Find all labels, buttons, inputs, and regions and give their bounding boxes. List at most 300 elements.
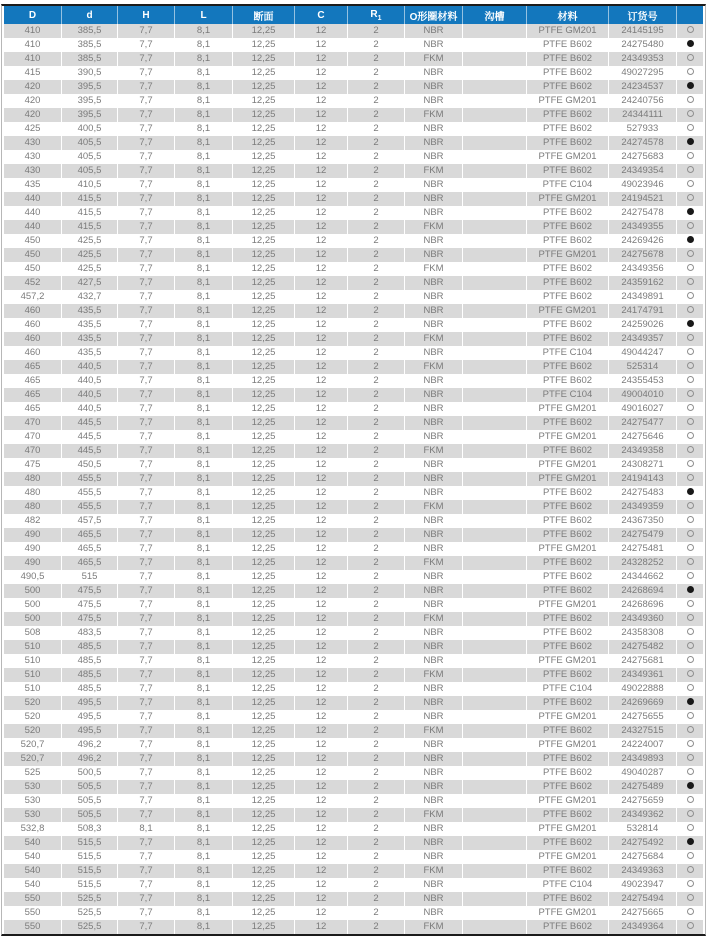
- cell-o-ring-material: NBR: [404, 346, 462, 360]
- cell-o-ring-material: NBR: [404, 38, 462, 52]
- cell-groove: [462, 794, 526, 808]
- cell-C: 12: [294, 192, 347, 206]
- cell-H: 7,7: [117, 500, 174, 514]
- cell-o-ring-material: NBR: [404, 206, 462, 220]
- cell-order-number: 24349361: [608, 668, 676, 682]
- cell-C: 12: [294, 626, 347, 640]
- cell-o-ring-material: NBR: [404, 528, 462, 542]
- cell-L: 8,1: [174, 430, 232, 444]
- cell-D: 540: [4, 878, 61, 892]
- cell-cross-section: 12,25: [232, 752, 294, 766]
- cell-D: 508: [4, 626, 61, 640]
- cell-groove: [462, 542, 526, 556]
- open-dot-icon: [687, 824, 694, 831]
- cell-material: PTFE B602: [526, 318, 608, 332]
- cell-cross-section: 12,25: [232, 906, 294, 920]
- cell-material: PTFE B602: [526, 38, 608, 52]
- cell-d: 515,5: [61, 836, 117, 850]
- open-dot-icon: [687, 26, 694, 33]
- header-row: [4, 6, 703, 24]
- cell-order-number: 24358308: [608, 626, 676, 640]
- cell-d: 465,5: [61, 528, 117, 542]
- cell-H: 7,7: [117, 276, 174, 290]
- cell-D: 510: [4, 640, 61, 654]
- cell-L: 8,1: [174, 192, 232, 206]
- cell-R1: 2: [347, 598, 404, 612]
- cell-availability: [676, 752, 703, 766]
- cell-H: 7,7: [117, 738, 174, 752]
- cell-C: 12: [294, 94, 347, 108]
- cell-material: PTFE GM201: [526, 430, 608, 444]
- cell-L: 8,1: [174, 710, 232, 724]
- cell-d: 440,5: [61, 360, 117, 374]
- cell-cross-section: 12,25: [232, 472, 294, 486]
- cell-order-number: 527933: [608, 122, 676, 136]
- cell-R1: 2: [347, 388, 404, 402]
- cell-d: 475,5: [61, 598, 117, 612]
- table-row: [4, 430, 703, 444]
- col-header-H: H: [117, 6, 174, 24]
- cell-material: PTFE B602: [526, 696, 608, 710]
- col-header-cross-section: 断面: [232, 6, 294, 24]
- cell-D: 520: [4, 710, 61, 724]
- cell-material: PTFE GM201: [526, 24, 608, 38]
- cell-order-number: 24275477: [608, 416, 676, 430]
- cell-L: 8,1: [174, 122, 232, 136]
- cell-D: 420: [4, 94, 61, 108]
- cell-cross-section: 12,25: [232, 332, 294, 346]
- cell-material: PTFE B602: [526, 780, 608, 794]
- cell-availability: [676, 836, 703, 850]
- cell-d: 440,5: [61, 388, 117, 402]
- cell-material: PTFE B602: [526, 640, 608, 654]
- cell-D: 520: [4, 696, 61, 710]
- cell-C: 12: [294, 654, 347, 668]
- cell-availability: [676, 766, 703, 780]
- cell-R1: 2: [347, 640, 404, 654]
- cell-groove: [462, 598, 526, 612]
- cell-H: 7,7: [117, 290, 174, 304]
- cell-d: 483,5: [61, 626, 117, 640]
- table-row: [4, 640, 703, 654]
- cell-cross-section: 12,25: [232, 374, 294, 388]
- cell-material: PTFE B602: [526, 724, 608, 738]
- cell-R1: 2: [347, 654, 404, 668]
- filled-dot-icon: [687, 320, 694, 327]
- cell-availability: [676, 850, 703, 864]
- open-dot-icon: [687, 460, 694, 467]
- table-row: [4, 374, 703, 388]
- cell-C: 12: [294, 178, 347, 192]
- cell-availability: [676, 612, 703, 626]
- cell-L: 8,1: [174, 150, 232, 164]
- cell-H: 7,7: [117, 444, 174, 458]
- cell-H: 7,7: [117, 892, 174, 906]
- cell-L: 8,1: [174, 136, 232, 150]
- cell-groove: [462, 94, 526, 108]
- cell-C: 12: [294, 248, 347, 262]
- cell-R1: 2: [347, 66, 404, 80]
- cell-availability: [676, 920, 703, 934]
- table-row: [4, 360, 703, 374]
- cell-C: 12: [294, 500, 347, 514]
- cell-availability: [676, 514, 703, 528]
- cell-cross-section: 12,25: [232, 556, 294, 570]
- cell-availability: [676, 276, 703, 290]
- cell-o-ring-material: NBR: [404, 906, 462, 920]
- cell-groove: [462, 220, 526, 234]
- cell-availability: [676, 52, 703, 66]
- table-row: [4, 332, 703, 346]
- cell-order-number: 24359162: [608, 276, 676, 290]
- cell-cross-section: 12,25: [232, 724, 294, 738]
- open-dot-icon: [687, 306, 694, 313]
- cell-H: 7,7: [117, 794, 174, 808]
- cell-H: 7,7: [117, 80, 174, 94]
- cell-availability: [676, 290, 703, 304]
- cell-o-ring-material: NBR: [404, 234, 462, 248]
- table-row: [4, 864, 703, 878]
- cell-R1: 2: [347, 892, 404, 906]
- table-row: [4, 248, 703, 262]
- cell-C: 12: [294, 836, 347, 850]
- cell-material: PTFE B602: [526, 206, 608, 220]
- cell-o-ring-material: FKM: [404, 220, 462, 234]
- cell-D: 410: [4, 52, 61, 66]
- cell-d: 405,5: [61, 150, 117, 164]
- cell-C: 12: [294, 472, 347, 486]
- cell-L: 8,1: [174, 52, 232, 66]
- table-row: [4, 906, 703, 920]
- table-row: [4, 556, 703, 570]
- cell-o-ring-material: NBR: [404, 626, 462, 640]
- cell-availability: [676, 486, 703, 500]
- cell-o-ring-material: NBR: [404, 472, 462, 486]
- cell-C: 12: [294, 752, 347, 766]
- cell-L: 8,1: [174, 458, 232, 472]
- table-body: [4, 24, 703, 934]
- table-row: [4, 318, 703, 332]
- cell-L: 8,1: [174, 640, 232, 654]
- cell-R1: 2: [347, 444, 404, 458]
- table-row: [4, 822, 703, 836]
- cell-D: 490: [4, 528, 61, 542]
- cell-D: 440: [4, 206, 61, 220]
- open-dot-icon: [687, 404, 694, 411]
- cell-L: 8,1: [174, 94, 232, 108]
- open-dot-icon: [687, 334, 694, 341]
- cell-R1: 2: [347, 822, 404, 836]
- cell-H: 7,7: [117, 710, 174, 724]
- cell-availability: [676, 878, 703, 892]
- cell-H: 7,7: [117, 486, 174, 500]
- cell-order-number: 24349354: [608, 164, 676, 178]
- cell-order-number: 24275480: [608, 38, 676, 52]
- cell-L: 8,1: [174, 234, 232, 248]
- cell-d: 485,5: [61, 640, 117, 654]
- cell-availability: [676, 864, 703, 878]
- cell-C: 12: [294, 206, 347, 220]
- cell-o-ring-material: NBR: [404, 654, 462, 668]
- cell-order-number: 24344111: [608, 108, 676, 122]
- cell-availability: [676, 570, 703, 584]
- cell-R1: 2: [347, 346, 404, 360]
- cell-D: 540: [4, 836, 61, 850]
- cell-material: PTFE B602: [526, 52, 608, 66]
- table-row: [4, 738, 703, 752]
- cell-order-number: 24275646: [608, 430, 676, 444]
- cell-C: 12: [294, 850, 347, 864]
- cell-cross-section: 12,25: [232, 570, 294, 584]
- cell-D: 460: [4, 346, 61, 360]
- cell-L: 8,1: [174, 276, 232, 290]
- cell-C: 12: [294, 444, 347, 458]
- cell-o-ring-material: FKM: [404, 864, 462, 878]
- cell-R1: 2: [347, 276, 404, 290]
- cell-availability: [676, 304, 703, 318]
- cell-R1: 2: [347, 402, 404, 416]
- cell-o-ring-material: NBR: [404, 178, 462, 192]
- cell-cross-section: 12,25: [232, 192, 294, 206]
- cell-order-number: 24349362: [608, 808, 676, 822]
- cell-d: 485,5: [61, 654, 117, 668]
- cell-d: 410,5: [61, 178, 117, 192]
- cell-order-number: 24269426: [608, 234, 676, 248]
- cell-groove: [462, 80, 526, 94]
- cell-H: 7,7: [117, 388, 174, 402]
- cell-o-ring-material: NBR: [404, 850, 462, 864]
- cell-C: 12: [294, 738, 347, 752]
- cell-H: 7,7: [117, 766, 174, 780]
- cell-d: 465,5: [61, 542, 117, 556]
- cell-cross-section: 12,25: [232, 66, 294, 80]
- cell-availability: [676, 822, 703, 836]
- table-row: [4, 192, 703, 206]
- open-dot-icon: [687, 250, 694, 257]
- cell-d: 495,5: [61, 724, 117, 738]
- col-header-R1: $R_1$: [347, 6, 404, 24]
- cell-groove: [462, 822, 526, 836]
- cell-D: 540: [4, 850, 61, 864]
- cell-d: 465,5: [61, 556, 117, 570]
- cell-R1: 2: [347, 710, 404, 724]
- cell-cross-section: 12,25: [232, 654, 294, 668]
- cell-material: PTFE C104: [526, 346, 608, 360]
- cell-D: 530: [4, 780, 61, 794]
- cell-material: PTFE GM201: [526, 542, 608, 556]
- cell-order-number: 24349893: [608, 752, 676, 766]
- cell-o-ring-material: NBR: [404, 318, 462, 332]
- cell-d: 415,5: [61, 192, 117, 206]
- cell-material: PTFE B602: [526, 276, 608, 290]
- filled-dot-icon: [687, 838, 694, 845]
- cell-material: PTFE B602: [526, 612, 608, 626]
- cell-o-ring-material: NBR: [404, 430, 462, 444]
- cell-o-ring-material: FKM: [404, 360, 462, 374]
- cell-cross-section: 12,25: [232, 206, 294, 220]
- cell-H: 7,7: [117, 304, 174, 318]
- cell-availability: [676, 556, 703, 570]
- cell-H: 7,7: [117, 626, 174, 640]
- open-dot-icon: [687, 656, 694, 663]
- open-dot-icon: [687, 376, 694, 383]
- cell-d: 385,5: [61, 38, 117, 52]
- cell-L: 8,1: [174, 444, 232, 458]
- cell-R1: 2: [347, 192, 404, 206]
- cell-order-number: 24349356: [608, 262, 676, 276]
- cell-R1: 2: [347, 360, 404, 374]
- cell-groove: [462, 808, 526, 822]
- cell-cross-section: 12,25: [232, 318, 294, 332]
- cell-L: 8,1: [174, 514, 232, 528]
- cell-groove: [462, 164, 526, 178]
- cell-R1: 2: [347, 906, 404, 920]
- cell-cross-section: 12,25: [232, 304, 294, 318]
- table-row: [4, 584, 703, 598]
- cell-R1: 2: [347, 766, 404, 780]
- cell-H: 7,7: [117, 122, 174, 136]
- table-row: [4, 304, 703, 318]
- cell-D: 520,7: [4, 752, 61, 766]
- open-dot-icon: [687, 684, 694, 691]
- cell-L: 8,1: [174, 206, 232, 220]
- cell-R1: 2: [347, 780, 404, 794]
- table-row: [4, 724, 703, 738]
- cell-H: 7,7: [117, 668, 174, 682]
- cell-material: PTFE B602: [526, 752, 608, 766]
- cell-availability: [676, 654, 703, 668]
- cell-H: 7,7: [117, 374, 174, 388]
- cell-cross-section: 12,25: [232, 80, 294, 94]
- cell-d: 450,5: [61, 458, 117, 472]
- cell-H: 7,7: [117, 416, 174, 430]
- cell-material: PTFE B602: [526, 570, 608, 584]
- cell-d: 440,5: [61, 402, 117, 416]
- table-row: [4, 66, 703, 80]
- table-row: [4, 570, 703, 584]
- cell-L: 8,1: [174, 878, 232, 892]
- cell-D: 475: [4, 458, 61, 472]
- open-dot-icon: [687, 152, 694, 159]
- open-dot-icon: [687, 544, 694, 551]
- cell-o-ring-material: NBR: [404, 416, 462, 430]
- cell-H: 7,7: [117, 178, 174, 192]
- cell-groove: [462, 864, 526, 878]
- cell-R1: 2: [347, 52, 404, 66]
- cell-material: PTFE GM201: [526, 906, 608, 920]
- cell-C: 12: [294, 640, 347, 654]
- cell-H: 7,7: [117, 318, 174, 332]
- cell-H: 7,7: [117, 906, 174, 920]
- cell-groove: [462, 458, 526, 472]
- cell-D: 465: [4, 360, 61, 374]
- cell-o-ring-material: NBR: [404, 892, 462, 906]
- table-row: [4, 290, 703, 304]
- cell-D: 440: [4, 220, 61, 234]
- cell-D: 425: [4, 122, 61, 136]
- cell-H: 7,7: [117, 654, 174, 668]
- cell-order-number: 49004010: [608, 388, 676, 402]
- table-row: [4, 808, 703, 822]
- cell-L: 8,1: [174, 486, 232, 500]
- cell-material: PTFE GM201: [526, 402, 608, 416]
- open-dot-icon: [687, 726, 694, 733]
- open-dot-icon: [687, 222, 694, 229]
- cell-material: PTFE C104: [526, 682, 608, 696]
- cell-R1: 2: [347, 612, 404, 626]
- cell-cross-section: 12,25: [232, 500, 294, 514]
- table-row: [4, 514, 703, 528]
- cell-availability: [676, 220, 703, 234]
- cell-availability: [676, 136, 703, 150]
- cell-d: 395,5: [61, 94, 117, 108]
- cell-groove: [462, 150, 526, 164]
- cell-L: 8,1: [174, 402, 232, 416]
- cell-o-ring-material: FKM: [404, 556, 462, 570]
- catalog-table-frame: [1, 4, 706, 936]
- cell-D: 420: [4, 108, 61, 122]
- table-row: [4, 920, 703, 934]
- cell-d: 445,5: [61, 416, 117, 430]
- cell-C: 12: [294, 80, 347, 94]
- cell-L: 8,1: [174, 164, 232, 178]
- cell-R1: 2: [347, 626, 404, 640]
- cell-H: 7,7: [117, 920, 174, 934]
- col-header-L: L: [174, 6, 232, 24]
- cell-L: 8,1: [174, 178, 232, 192]
- cell-L: 8,1: [174, 654, 232, 668]
- cell-L: 8,1: [174, 416, 232, 430]
- cell-R1: 2: [347, 528, 404, 542]
- cell-availability: [676, 808, 703, 822]
- cell-H: 7,7: [117, 472, 174, 486]
- cell-cross-section: 12,25: [232, 220, 294, 234]
- cell-material: PTFE GM201: [526, 850, 608, 864]
- cell-availability: [676, 108, 703, 122]
- cell-D: 500: [4, 584, 61, 598]
- cell-groove: [462, 374, 526, 388]
- cell-material: PTFE GM201: [526, 598, 608, 612]
- cell-H: 7,7: [117, 752, 174, 766]
- cell-H: 7,7: [117, 878, 174, 892]
- cell-availability: [676, 164, 703, 178]
- cell-R1: 2: [347, 878, 404, 892]
- cell-groove: [462, 234, 526, 248]
- cell-material: PTFE B602: [526, 108, 608, 122]
- cell-groove: [462, 52, 526, 66]
- cell-C: 12: [294, 430, 347, 444]
- cell-availability: [676, 192, 703, 206]
- cell-order-number: 24240756: [608, 94, 676, 108]
- cell-L: 8,1: [174, 612, 232, 626]
- cell-L: 8,1: [174, 570, 232, 584]
- cell-availability: [676, 528, 703, 542]
- cell-d: 435,5: [61, 346, 117, 360]
- cell-groove: [462, 444, 526, 458]
- cell-C: 12: [294, 794, 347, 808]
- cell-groove: [462, 920, 526, 934]
- cell-d: 395,5: [61, 80, 117, 94]
- open-dot-icon: [687, 614, 694, 621]
- cell-order-number: 24275678: [608, 248, 676, 262]
- cell-groove: [462, 388, 526, 402]
- cell-order-number: 24234537: [608, 80, 676, 94]
- cell-d: 515,5: [61, 850, 117, 864]
- cell-D: 420: [4, 80, 61, 94]
- cell-cross-section: 12,25: [232, 612, 294, 626]
- cell-H: 7,7: [117, 808, 174, 822]
- cell-cross-section: 12,25: [232, 416, 294, 430]
